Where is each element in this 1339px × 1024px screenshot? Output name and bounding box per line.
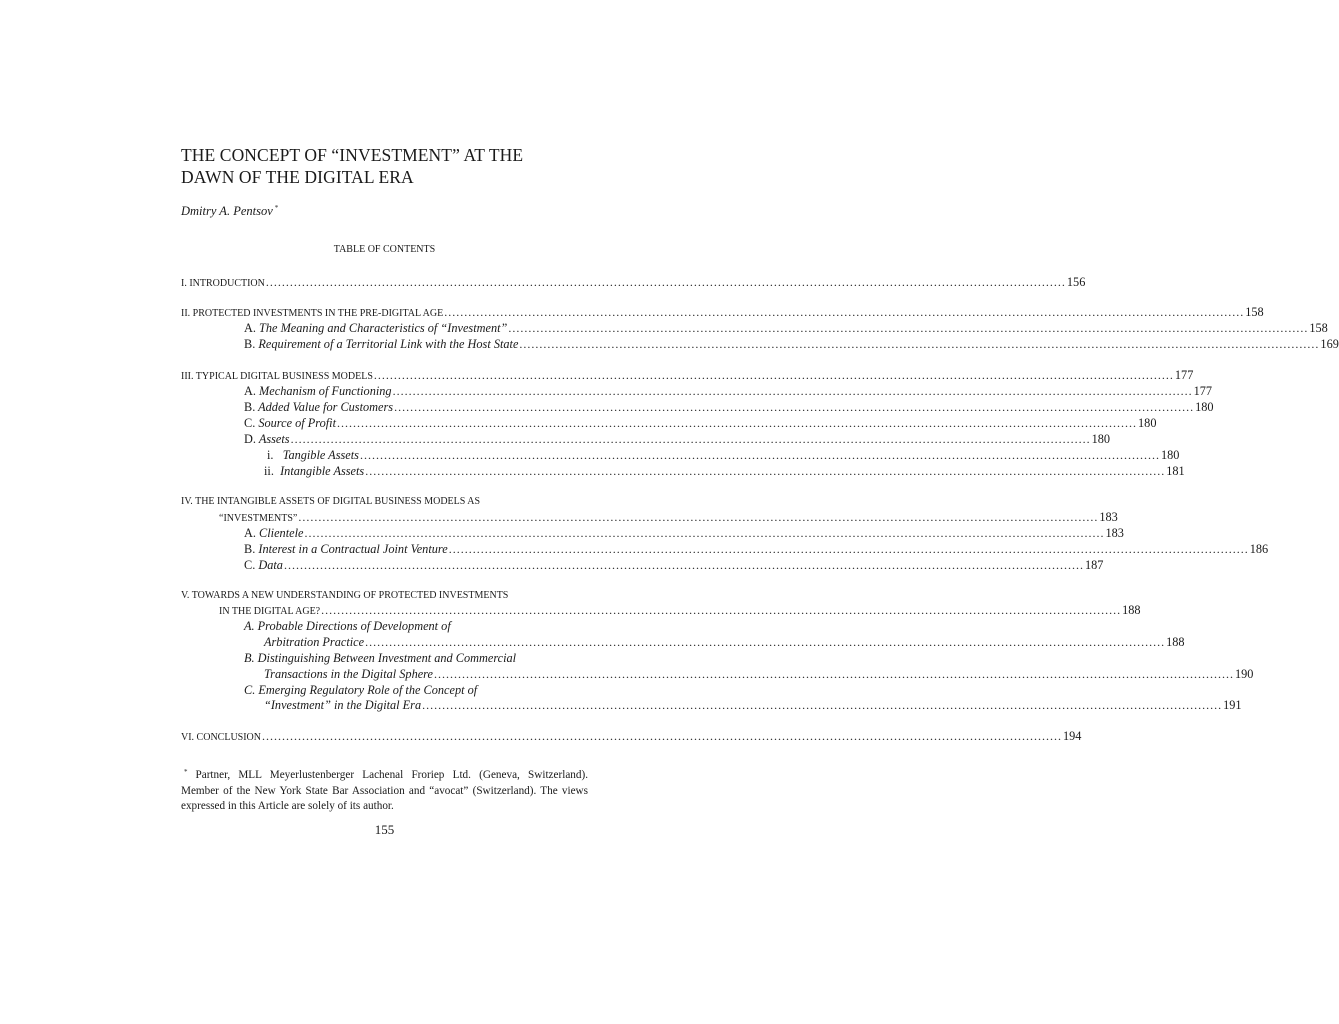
toc-entry-label: [267, 448, 359, 464]
toc-entry-number: C.: [244, 683, 256, 697]
toc-entry-text: Data: [258, 558, 283, 572]
toc-entry-label: Arbitration Practice: [264, 635, 365, 649]
toc-entry-text: The Meaning and Characteristics of “Investment”: [259, 321, 508, 335]
toc-entry-intangible-assets[interactable]: [264, 464, 1185, 480]
toc-entry-digital-sphere[interactable]: [264, 667, 1254, 683]
toc-leader-dots: ........................................................................................................................................................................................................: [422, 698, 1223, 712]
toc-entry-label: II. PROTECTED INVESTMENTS IN THE PRE-DIGITAL AGE: [181, 308, 444, 319]
page-number: 155: [374, 822, 395, 837]
toc-entry-data[interactable]: [244, 558, 1104, 574]
toc-entry-label: [244, 526, 303, 542]
toc-entry-page: 188: [1122, 603, 1141, 617]
toc-entry-number: A.: [244, 321, 256, 335]
toc-leader-dots: ........................................................................................................................................................................................................: [519, 337, 1320, 351]
toc-entry-number: C.: [244, 416, 256, 430]
toc-entry-page: 180: [1138, 416, 1157, 430]
toc-leader-dots: ........................................................................................................................................................................................................: [392, 384, 1193, 398]
toc-entry-label: I. INTRODUCTION: [181, 278, 265, 289]
toc-entry-label: [244, 400, 393, 416]
toc-entry-label: [264, 464, 364, 480]
toc-leader-dots: ........................................................................................................................................................................................................: [265, 275, 1066, 289]
toc-leader-dots: ........................................................................................................................................................................................................: [290, 432, 1091, 446]
toc-entry-page: 180: [1091, 432, 1111, 446]
toc-entry-text: Interest in a Contractual Joint Venture: [258, 542, 448, 556]
toc-leader-dots: ........................................................................................................................................................................................................: [304, 526, 1105, 540]
toc-entry-label: “Investment” in the Digital Era: [264, 698, 422, 712]
toc-entry-page: 158: [1245, 305, 1264, 319]
toc-entry-page: 183: [1105, 526, 1124, 540]
toc-entry-added-value[interactable]: [244, 400, 1214, 416]
toc-entry-number: D.: [244, 432, 256, 446]
toc-entry-page: 156: [1066, 275, 1086, 289]
toc-entry-digital-era[interactable]: [264, 698, 1242, 714]
toc-leader-dots: ........................................................................................................................................................................................................: [298, 510, 1099, 524]
toc-entry-conclusion[interactable]: [181, 729, 1082, 746]
toc-entry-arbitration-practice[interactable]: [264, 635, 1185, 651]
toc-entry-tangible-assets[interactable]: [267, 448, 1180, 464]
toc-entry-clientele[interactable]: [244, 526, 1124, 542]
toc-entry-label: VI. CONCLUSION: [181, 732, 261, 743]
toc-entry-number: C.: [244, 558, 256, 572]
toc-entry-number: B.: [244, 400, 256, 414]
toc-entry-number: B.: [244, 337, 256, 351]
toc-leader-dots: ........................................................................................................................................................................................................: [394, 400, 1195, 414]
toc-entry-number: A.: [244, 619, 255, 633]
toc-entry-meaning-of-investment[interactable]: [244, 321, 1328, 337]
toc-entry-number: A.: [244, 526, 256, 540]
toc-entry-number: i.: [267, 448, 274, 462]
toc-entry-text: Source of Profit: [258, 416, 337, 430]
toc-entry-introduction[interactable]: [181, 275, 1086, 292]
toc-entry-number: B.: [244, 651, 255, 665]
toc-leader-dots: ........................................................................................................................................................................................................: [321, 603, 1122, 617]
toc-entry-label: [244, 432, 290, 448]
toc-entry-territorial-link[interactable]: [244, 337, 1339, 353]
toc-entry-page: 177: [1174, 368, 1194, 382]
toc-entry-mechanism-of-functioning[interactable]: [244, 384, 1213, 400]
toc-entry-page: 194: [1063, 729, 1082, 743]
toc-entry-label: IN THE DIGITAL AGE?: [219, 606, 321, 617]
toc-entry-text: Added Value for Customers: [258, 400, 394, 414]
author-name: Dmitry A. Pentsov: [181, 204, 273, 218]
toc-entry-page: 188: [1166, 635, 1185, 649]
toc-entry-page: 158: [1309, 321, 1328, 335]
toc-heading: TABLE OF CONTENTS: [333, 244, 436, 255]
toc-leader-dots: ........................................................................................................................................................................................................: [359, 448, 1160, 462]
toc-entry-label: III. TYPICAL DIGITAL BUSINESS MODELS: [181, 371, 373, 382]
toc-entry-text: Assets: [258, 432, 290, 446]
toc-leader-dots: ........................................................................................................................................................................................................: [365, 464, 1166, 478]
toc-entry-label: [244, 416, 336, 432]
author-footnote-mark: *: [274, 204, 279, 212]
toc-entry-label: “INVESTMENTS”: [219, 513, 298, 524]
toc-entry-page: 187: [1084, 558, 1104, 572]
toc-entry-label: [244, 384, 392, 400]
toc-entry-page: 183: [1099, 510, 1118, 524]
toc-entry-source-of-profit[interactable]: [244, 416, 1157, 432]
toc-entry-text: Emerging Regulatory Role of the Concept of: [258, 683, 478, 697]
toc-entry-page: 169: [1320, 337, 1339, 351]
toc-entry-page: 191: [1223, 698, 1242, 712]
toc-entry-investments[interactable]: [219, 510, 1118, 527]
toc-entry-intangible-assets-heading[interactable]: IV. THE INTANGIBLE ASSETS OF DIGITAL BUSINESS MODELS AS: [181, 496, 481, 507]
toc-entry-regulatory-role[interactable]: [244, 683, 477, 699]
toc-entry-text: Mechanism of Functioning: [259, 384, 392, 398]
toc-entry-text: Clientele: [259, 526, 304, 540]
toc-entry-page: 177: [1193, 384, 1213, 398]
toc-entry-assets[interactable]: [244, 432, 1111, 448]
toc-leader-dots: ........................................................................................................................................................................................................: [337, 416, 1138, 430]
toc-leader-dots: ........................................................................................................................................................................................................: [373, 368, 1174, 382]
toc-entry-distinguishing[interactable]: [244, 651, 516, 667]
toc-entry-text: Probable Directions of Development of: [257, 619, 451, 633]
toc-entry-label: Transactions in the Digital Sphere: [264, 667, 433, 681]
toc-leader-dots: ........................................................................................................................................................................................................: [433, 667, 1234, 681]
toc-entry-text: Intangible Assets: [280, 464, 365, 478]
toc-entry-page: 190: [1234, 667, 1254, 681]
author-footnote: [181, 765, 588, 815]
toc-leader-dots: ........................................................................................................................................................................................................: [448, 542, 1249, 556]
title-line-1: THE CONCEPT OF “INVESTMENT” AT THE: [181, 145, 524, 165]
toc-entry-number: A.: [244, 384, 256, 398]
toc-entry-probable-directions[interactable]: [244, 619, 451, 635]
toc-entry-page: 181: [1166, 464, 1185, 478]
toc-entry-digital-business-models[interactable]: [181, 368, 1194, 385]
title-line-2: DAWN OF THE DIGITAL ERA: [181, 167, 414, 187]
toc-leader-dots: ........................................................................................................................................................................................................: [508, 321, 1309, 335]
toc-entry-page: 180: [1160, 448, 1180, 462]
article-title: [181, 144, 523, 188]
footnote-mark: *: [184, 768, 188, 776]
toc-entry-label: [244, 542, 448, 558]
toc-entry-joint-venture[interactable]: [244, 542, 1269, 558]
toc-entry-label: [244, 558, 283, 574]
toc-entry-page: 180: [1195, 400, 1214, 414]
toc-entry-digital-age[interactable]: [219, 603, 1141, 620]
toc-entry-page: 186: [1249, 542, 1269, 556]
toc-entry-text: Requirement of a Territorial Link with the Host State: [258, 337, 519, 351]
toc-entry-protected-investments[interactable]: [181, 305, 1264, 322]
toc-entry-text: Tangible Assets: [282, 448, 359, 462]
toc-entry-number: B.: [244, 542, 256, 556]
footnote-text: Partner, MLL Meyerlustenberger Lachenal Froriep Ltd. (Geneva, Switzerland). Member of the New York State Bar Association and “avocat” (Switzerland). The views expressed in this Article are solely of its author.: [181, 769, 588, 812]
author-byline: [181, 204, 278, 219]
toc-leader-dots: ........................................................................................................................................................................................................: [262, 729, 1062, 743]
toc-leader-dots: ........................................................................................................................................................................................................: [444, 305, 1245, 319]
toc-entry-number: ii.: [264, 464, 274, 478]
toc-leader-dots: ........................................................................................................................................................................................................: [365, 635, 1166, 649]
toc-entry-new-understanding-heading[interactable]: V. TOWARDS A NEW UNDERSTANDING OF PROTECTED INVESTMENTS: [181, 590, 509, 601]
toc-entry-label: [244, 337, 518, 353]
toc-leader-dots: ........................................................................................................................................................................................................: [283, 558, 1084, 572]
toc-entry-label: [244, 321, 507, 337]
toc-entry-text: Distinguishing Between Investment and Commercial: [257, 651, 517, 665]
